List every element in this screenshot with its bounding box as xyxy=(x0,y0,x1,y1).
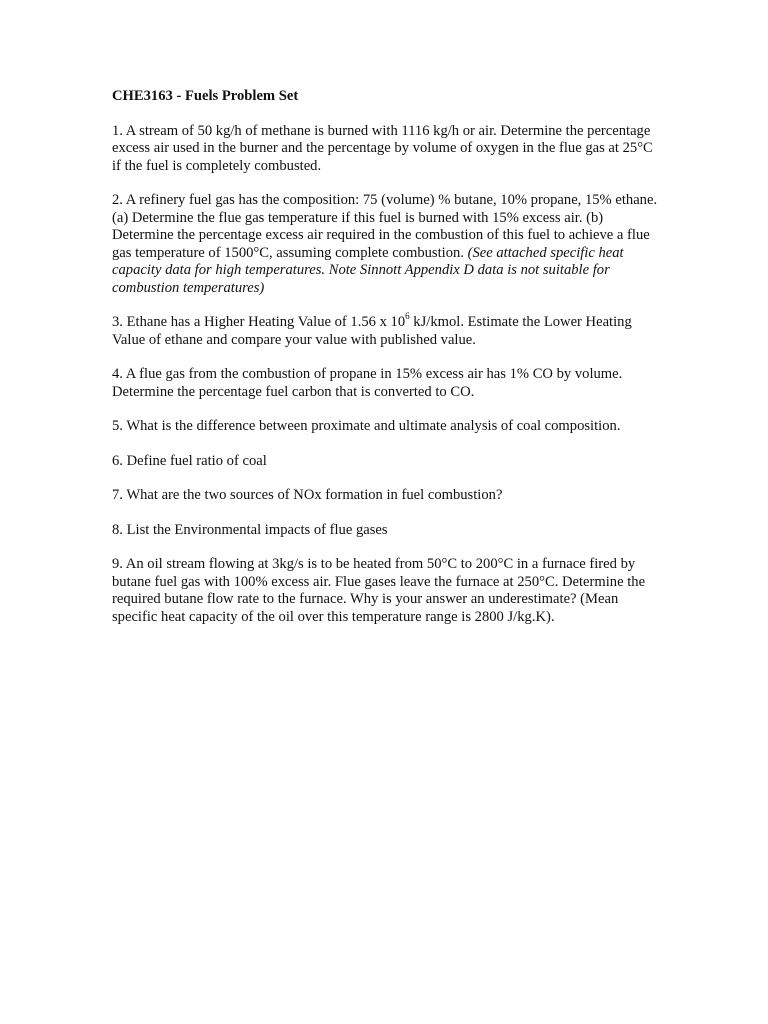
question-4: 4. A flue gas from the combustion of propane in 15% excess air has 1% CO by volume. Determine the percentage fuel carbon that is converted to CO. xyxy=(112,366,623,400)
question-3-text-end: kJ/kmol. Estimate the Lower Heating Value of ethane and compare your value with published value. xyxy=(112,314,632,348)
document-title: CHE3163 - Fuels Problem Set xyxy=(112,88,299,104)
question-6: 6. Define fuel ratio of coal xyxy=(112,452,267,469)
question-2 xyxy=(112,192,662,297)
question-3-exponent: 6 xyxy=(405,311,410,322)
question-3 xyxy=(112,311,662,349)
question-1: 1. A stream of 50 kg/h of methane is burned with 1116 kg/h or air. Determine the percentage excess air used in the burner and the percentage by volume of oxygen in the flue gas at 25°C if the fuel is completely combusted. xyxy=(112,122,653,174)
question-5: 5. What is the difference between proximate and ultimate analysis of coal composition. xyxy=(112,418,621,434)
question-8: 8. List the Environmental impacts of flue gases xyxy=(112,521,388,538)
question-9: 9. An oil stream flowing at 3kg/s is to be heated from 50°C to 200°C in a furnace fired by butane fuel gas with 100% excess air. Flue gases leave the furnace at 250°C. Determine the required butane flow rate to the furnace. Why is your answer an underestimate? (Mean specific heat capacity of the oil over this temperature range is 2800 J/kg.K). xyxy=(112,556,646,625)
question-2-text: 2. A refinery fuel gas has the composition: 75 (volume) % butane, 10% propane, 15% ethane. (a) Determine the flue gas temperature if this fuel is burned with 15% excess air. (b) Determine the percentage excess air required in the combustion of this fuel to achieve a flue gas temperature of 1500°C, assuming complete combustion. xyxy=(112,192,658,261)
question-7: 7. What are the two sources of NOx formation in fuel combustion? xyxy=(112,487,503,503)
problem-set-page xyxy=(112,88,662,643)
question-2-note: (See attached specific heat capacity data for high temperatures. Note Sinnott Appendix D data is not suitable for combustion temperatures) xyxy=(112,244,624,296)
question-3-text-start: 3. Ethane has a Higher Heating Value of 1.56 x 10 xyxy=(112,314,406,330)
